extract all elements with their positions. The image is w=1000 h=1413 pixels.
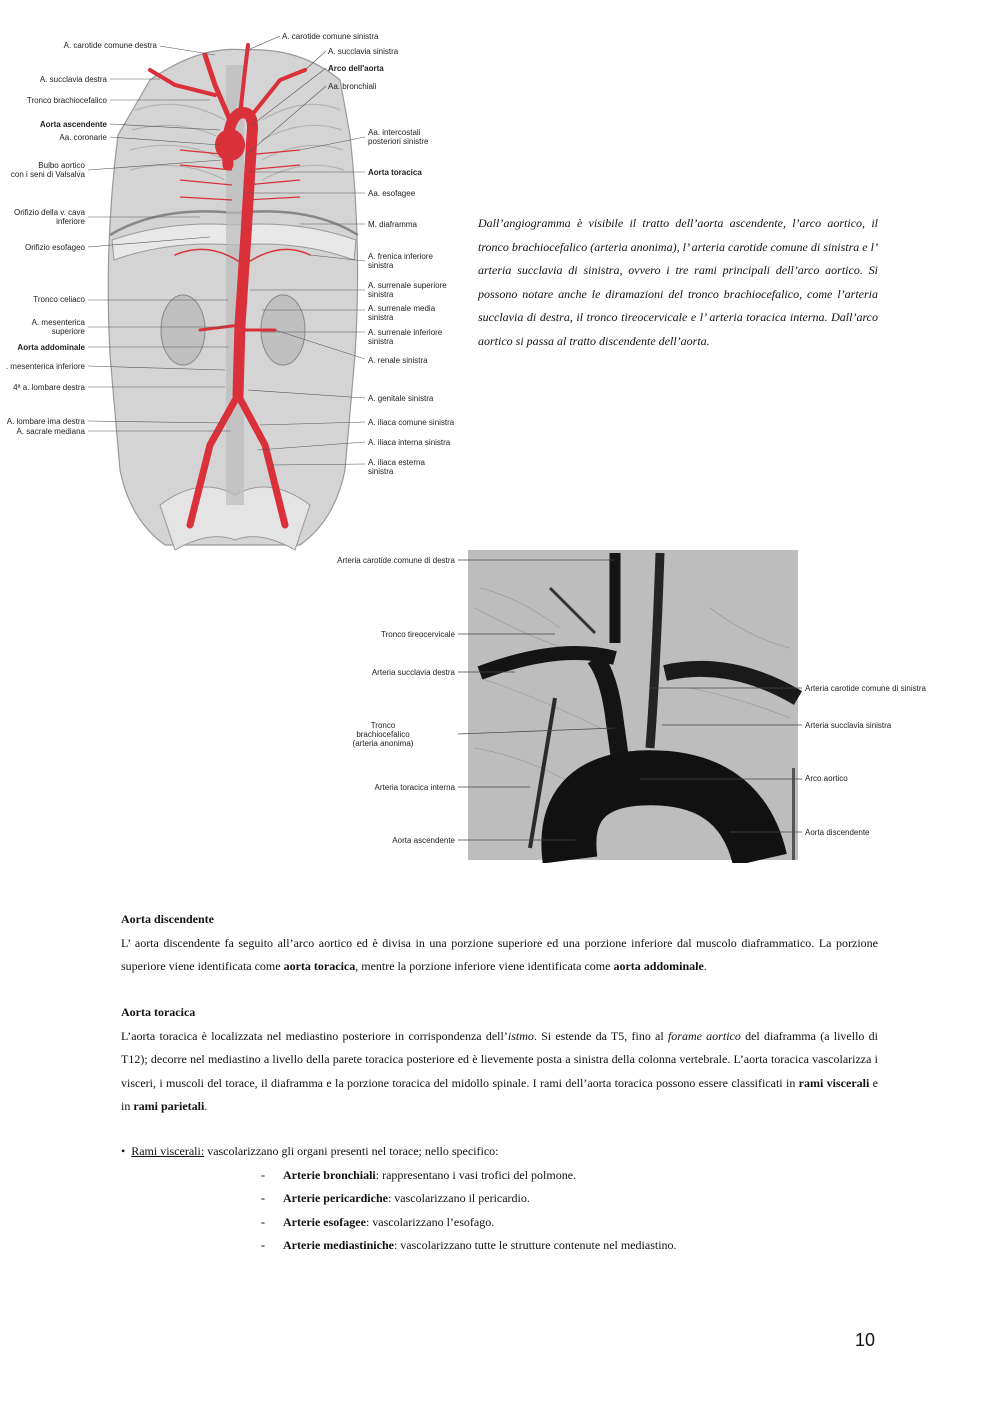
page-number: 10 [855,1330,876,1350]
anatomy-label-right: A. surrenale media [368,304,436,313]
angiogram-figure [330,548,970,863]
bold-term: aorta toracica [283,959,356,974]
list-desc: : vascolarizzano il pericardio. [387,1191,530,1206]
list-item [261,1211,677,1234]
bold-term: rami viscerali [798,1075,870,1090]
italic-term: forame aortico [667,1028,741,1043]
list-term: Arterie esofagee [283,1214,366,1229]
anatomy-label-right: Aa. esofagee [368,189,416,198]
anatomy-label-right: Aa. bronchiali [328,82,377,91]
anatomy-label-right: sinistra [368,337,394,346]
bullet-item [121,1140,499,1163]
anatomy-label-left: con i seni di Valsalva [10,170,85,179]
sub-list [261,1164,677,1257]
angio-label-right: Arco aortico [805,774,848,783]
anatomy-label-right: A. carotide comune sinistra [282,32,379,41]
angio-label-left: brachiocefalico [356,730,410,739]
anatomy-label-right: Aa. intercostali [368,128,421,137]
anatomy-label-left: A. mesenterica [31,318,85,327]
anatomy-label-right: posteriori sinistre [368,137,429,146]
anatomy-label-left: Aa. coronarie [59,133,107,142]
angio-label-left: Tronco tireocervicale [381,630,455,639]
anatomy-label-left: Tronco brachiocefalico [26,96,107,105]
list-desc: : rappresentano i vasi trofici del polmone. [375,1168,577,1182]
anatomy-label-left: Orifizio esofageo [24,243,85,252]
angio-label-right: Arteria carotide comune di sinistra [805,684,926,693]
anatomy-label-left: A. succlavia destra [39,75,107,84]
text-run: del diaframma (a livello di T12); decorre nel mediastino a livello della parete toracica posteriore ed è lievemente posta a sinistra della colonna vertebrale. L’aorta toracica vascolarizza i visceri, i muscoli del torace, il diaframma e la porzione toracica del midollo spinale. I rami dell’aorta toracica possono essere classificati in [121,1028,878,1090]
list-dash: - [261,1168,265,1182]
anatomy-label-left: Tronco celiaco [33,295,85,304]
angio-label-right: Arteria succlavia sinistra [805,721,892,730]
anatomy-label-left: . mesenterica inferiore [5,362,85,371]
text-run: L’ aorta discendente fa seguito all’arco aortico ed è divisa in una porzione superiore ed una porzione inferiore dal muscolo diaframmatico. La porzione superiore viene identificata come [121,935,878,974]
angio-label-left: Tronco [370,721,396,730]
bullet-text: vascolarizzano gli organi presenti nel torace; nello specifico: [204,1144,499,1158]
anatomy-label-right: sinistra [368,467,394,476]
angio-label-left: Aorta ascendente [392,836,455,845]
angio-label-right: Aorta discendente [805,828,870,837]
bold-term: rami parietali [133,1099,205,1114]
anatomy-label-right: Arco dell'aorta [328,64,384,73]
section-heading: Aorta toracica [121,1005,196,1019]
angiogram-image [330,548,970,863]
list-item [261,1234,677,1257]
anatomy-label-right: A. frenica inferiore [368,252,433,261]
anatomy-label-right: A. iliaca comune sinistra [368,418,455,427]
list-item [261,1164,677,1187]
angio-label-left: Arteria toracica interna [374,783,455,792]
text-run: , mentre la porzione inferiore viene identificata come [355,959,614,974]
anatomy-label-right: sinistra [368,313,394,322]
section-aorta-discendente [121,908,878,979]
text-run: . [703,959,707,974]
section-paragraph [121,932,878,979]
text-run: . Si estende da T5, fino al [533,1028,668,1043]
list-dash: - [261,1237,265,1252]
angio-label-left: Arteria carotide comune di destra [337,556,455,565]
list-term: Arterie mediastiniche [283,1237,394,1252]
anatomy-label-right: A. surrenale inferiore [368,328,443,337]
anatomy-label-right: A. iliaca interna sinistra [368,438,451,447]
anatomy-label-left: 4ª a. lombare destra [13,383,85,392]
anatomy-label-right: sinistra [368,261,394,270]
list-dash: - [261,1214,265,1229]
anatomy-label-left: A. carotide comune destra [63,41,157,50]
figure-caption: Dall’angiogramma è visibile il tratto dell’aorta ascendente, l’arco aortico, il tronco brachiocefalico (arteria anonima), l’ arteria carotide comune di sinistra e l’ arteria succlavia di sinistra, ovvero i tre rami principali dell’arco aortico. Si possono notare anche le diramazioni del tronco brachiocefalico, come l’arteria succlavia di destra, il tronco tireocervicale e l’ arteria toracica interna. Dall’arco aortico si passa al tratto discendente dell’aorta. [478,216,878,348]
anatomy-label-right: A. renale sinistra [368,356,428,365]
anatomy-label-right: A. genitale sinistra [368,394,434,403]
anatomy-label-right: A. succlavia sinistra [328,47,399,56]
anatomy-label-right: Aorta toracica [368,168,422,177]
list-term: Arterie pericardiche [283,1191,388,1206]
section-aorta-toracica [121,1001,878,1119]
anatomy-label-right: A. iliaca esterna [368,458,425,467]
text-run: e in [121,1075,878,1114]
italic-term: istmo [507,1028,534,1043]
list-term: Arterie bronchiali [283,1168,376,1182]
text-run: . [204,1099,208,1114]
anatomy-label-left: Aorta ascendente [39,120,107,129]
anatomy-label-right: sinistra [368,290,394,299]
list-dash: - [261,1191,265,1206]
section-heading: Aorta discendente [121,912,214,926]
anatomy-label-right: M. diaframma [368,220,417,229]
section-paragraph [121,1025,878,1119]
list-desc: : vascolarizzano l’esofago. [365,1214,495,1229]
list-desc: : vascolarizzano tutte le strutture contenute nel mediastino. [393,1237,677,1252]
anatomy-label-left: A. lombare ima destra [6,417,85,426]
list-item [261,1187,677,1210]
anatomy-label-left: Aorta addominale [17,343,85,352]
bold-term: aorta addominale [613,959,704,974]
anatomy-label-left: Orifizio della v. cava [14,208,85,217]
anatomy-label-left: superiore [51,327,85,336]
bullet-label: Rami viscerali: [131,1144,205,1158]
anatomy-label-left: A. sacrale mediana [16,427,85,436]
bullet-marker: • [121,1144,126,1158]
anatomy-label-right: A. surrenale superiore [368,281,447,290]
text-run: L’aorta toracica è localizzata nel mediastino posteriore in corrispondenza dell’ [121,1028,508,1043]
anatomy-label-left: inferiore [56,217,85,226]
angio-label-left: (arteria anonima) [352,739,414,748]
anatomy-label-left: Bulbo aortico [38,161,85,170]
angio-label-left: Arteria succlavia destra [371,668,455,677]
